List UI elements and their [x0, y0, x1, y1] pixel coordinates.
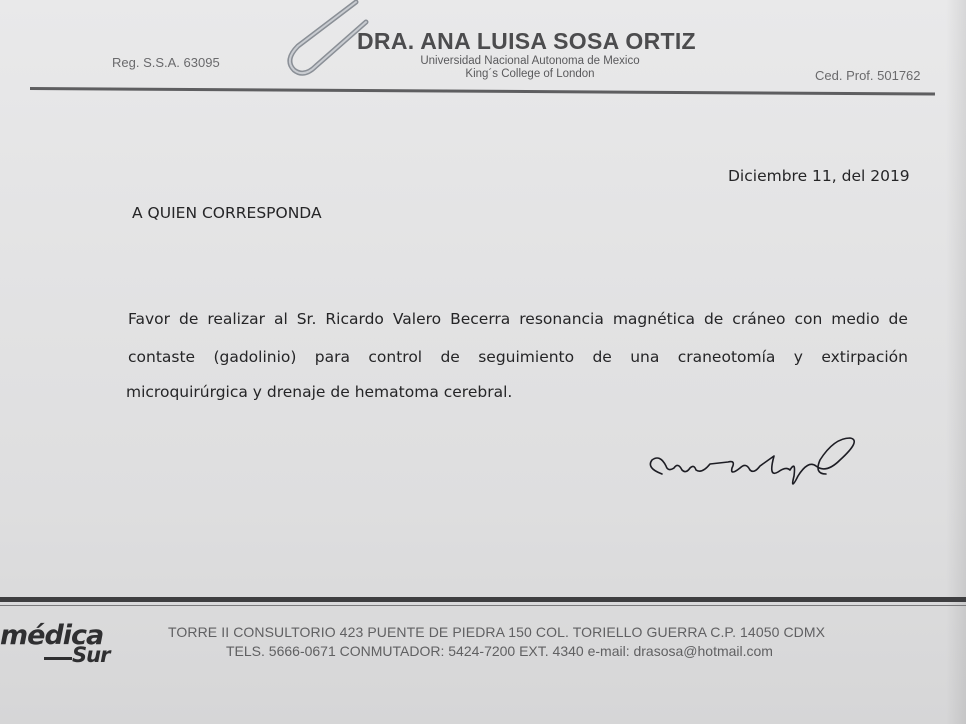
- university-name: Universidad Nacional Autonoma de Mexico: [420, 55, 640, 67]
- letter-body-line: Favor de realizar al Sr. Ricardo Valero Becerra resonancia magnética de cráneo con medio de: [128, 310, 908, 328]
- letter-body-line: contaste (gadolinio) para control de seguimiento de una craneotomía y extirpación: [128, 348, 908, 366]
- medica-sur-logo-text-sur: Sur: [72, 643, 110, 667]
- footer-contact: TELS. 5666-0671 CONMUTADOR: 5424-7200 EXT. 4340 e-mail: drasosa@hotmail.com: [226, 643, 773, 659]
- letter-salutation: A QUIEN CORRESPONDA: [132, 204, 322, 222]
- footer-divider: [0, 597, 966, 602]
- professional-id: Ced. Prof. 501762: [815, 68, 921, 83]
- footer-divider-thin: [0, 605, 966, 606]
- medica-sur-logo-dash: [44, 657, 72, 660]
- paper-edge-shadow: [946, 0, 966, 724]
- footer-address: TORRE II CONSULTORIO 423 PUENTE DE PIEDRA 150 COL. TORIELLO GUERRA C.P. 14050 CDMX: [168, 624, 826, 640]
- doctor-name-heading: DRA. ANA LUISA SOSA ORTIZ: [357, 28, 696, 54]
- medica-sur-logo-text: médica: [0, 620, 104, 651]
- registration-number: Reg. S.S.A. 63095: [112, 55, 220, 70]
- letter-body-line: microquirúrgica y drenaje de hematoma cerebral.: [126, 383, 513, 401]
- college-name: King´s College of London: [465, 68, 595, 80]
- handwritten-signature: [640, 430, 870, 500]
- letter-date: Diciembre 11, del 2019: [728, 167, 910, 185]
